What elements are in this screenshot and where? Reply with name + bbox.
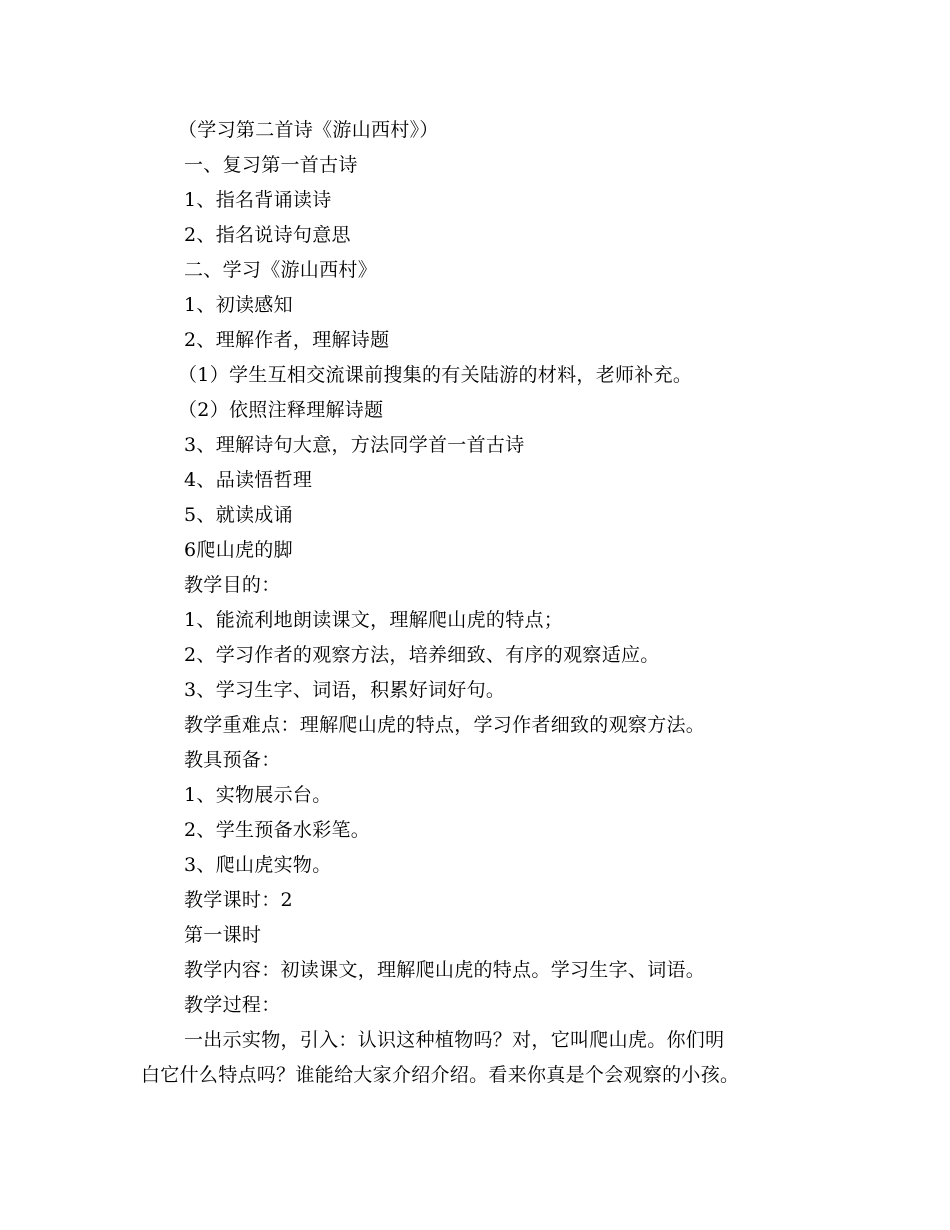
text-line: 教学过程：	[184, 994, 281, 1016]
text-line: 2、学习作者的观察方法，培养细致、有序的观察适应。	[184, 644, 660, 666]
text-line: （1）学生互相交流课前搜集的有关陆游的材料，老师补充。	[178, 364, 693, 386]
text-line: 1、实物展示台。	[184, 784, 332, 806]
text-line: 一出示实物，引入：认识这种植物吗？对，它叫爬山虎。你们明	[184, 1029, 725, 1051]
text-line: 教学内容：初读课文，理解爬山虎的特点。学习生字、词语。	[184, 959, 706, 981]
text-line: 2、指名说诗句意思	[184, 224, 351, 246]
text-line: 2、学生预备水彩笔。	[184, 819, 371, 841]
text-line: 4、品读悟哲理	[184, 469, 313, 491]
text-line: 一、复习第一首古诗	[184, 154, 358, 176]
document-body	[0, 113, 950, 1093]
text-line: 白它什么特点吗？谁能给大家介绍介绍。看来你真是个会观察的小孩。	[141, 1064, 740, 1086]
text-line: 5、就读成诵	[184, 504, 293, 526]
text-line: 教具预备：	[184, 749, 281, 771]
text-line: 教学目的：	[184, 574, 281, 596]
text-line: 1、初读感知	[184, 294, 293, 316]
text-line: 3、爬山虎实物。	[184, 854, 332, 876]
text-line: 二、学习《游山西村》	[184, 259, 378, 281]
text-line: （学习第二首诗《游山西村》）	[178, 119, 439, 141]
text-line: 教学课时：2	[184, 889, 293, 911]
text-line: 教学重难点：理解爬山虎的特点，学习作者细致的观察方法。	[184, 714, 706, 736]
text-line: 3、理解诗句大意，方法同学首一首古诗	[184, 434, 525, 456]
text-line: 第一课时	[184, 924, 262, 946]
text-line: 1、指名背诵读诗	[184, 189, 332, 211]
text-line: 1、能流利地朗读课文，理解爬山虎的特点；	[184, 609, 564, 631]
text-line: 2、理解作者，理解诗题	[184, 329, 390, 351]
text-line: 6爬山虎的脚	[184, 539, 293, 561]
text-line: （2）依照注释理解诗题	[178, 399, 384, 421]
text-line: 3、学习生字、词语，积累好词好句。	[184, 679, 506, 701]
